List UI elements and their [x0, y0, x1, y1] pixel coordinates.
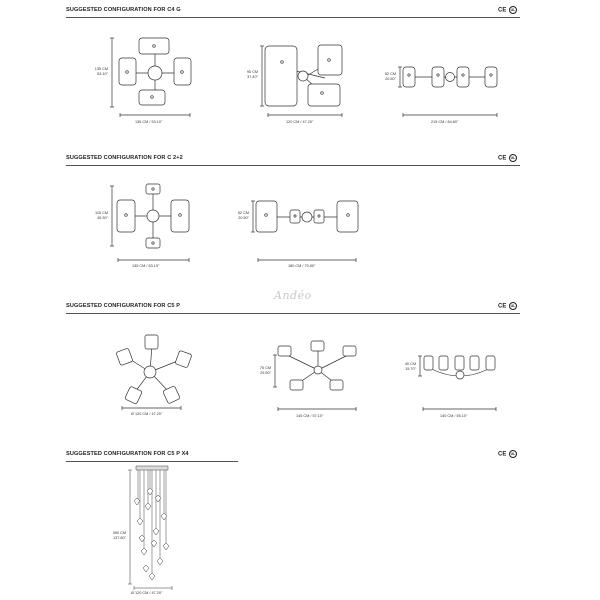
c5-p-1-width: Ø 120 CM / 47.20" — [131, 412, 163, 416]
c5-p-3-height: 40 CM 15.70" — [404, 362, 416, 371]
ce-mark: CE — [498, 7, 507, 14]
c5-p-x4-width: Ø 120 CM / 47.20" — [131, 591, 163, 595]
ul-mark: UL — [510, 304, 516, 308]
c4-g-1-width: 135 CM / 53.10" — [135, 120, 163, 124]
c4-g-1-height: 135 CM 53.10" — [94, 67, 108, 76]
section-title: SUGGESTED CONFIGURATION FOR C 2+2 — [66, 155, 183, 161]
c4-g-3-height: 52 CM 20.50" — [384, 72, 396, 81]
c4-g-2-height: 95 CM 37.40" — [246, 70, 258, 79]
c-2-2-1-height: 115 CM 45.30" — [94, 211, 108, 220]
c5-p-2-height: 75 CM 29.50" — [259, 366, 271, 375]
section-title: SUGGESTED CONFIGURATION FOR C4 G — [66, 7, 181, 13]
c5-p-x4-height: 350 CM 137.80" — [112, 531, 126, 540]
ul-mark: UL — [510, 452, 516, 456]
c5-p-3-width: 140 CM / 55.10" — [440, 414, 468, 418]
c5-p-x4-cluster — [128, 466, 172, 590]
watermark: Andéo — [274, 289, 312, 302]
c-2-2-2-height: 52 CM 20.50" — [237, 211, 249, 220]
ce-mark: CE — [498, 155, 507, 162]
ce-mark: CE — [498, 303, 507, 310]
c-2-2-1-width: 135 CM / 53.10" — [132, 264, 160, 268]
c4-g-3-width: 215 CM / 84.60" — [431, 120, 459, 124]
c4-g-2-width: 120 CM / 47.20" — [286, 120, 314, 124]
ce-mark: CE — [498, 451, 507, 458]
ul-mark: UL — [510, 8, 516, 12]
ul-mark: UL — [510, 156, 516, 160]
c-2-2-2-width: 180 CM / 70.90" — [288, 264, 316, 268]
c5-p-2-width: 145 CM / 57.10" — [296, 414, 324, 418]
section-title: SUGGESTED CONFIGURATION FOR C5 P X4 — [66, 451, 189, 457]
section-title: SUGGESTED CONFIGURATION FOR C5 P — [66, 303, 181, 309]
